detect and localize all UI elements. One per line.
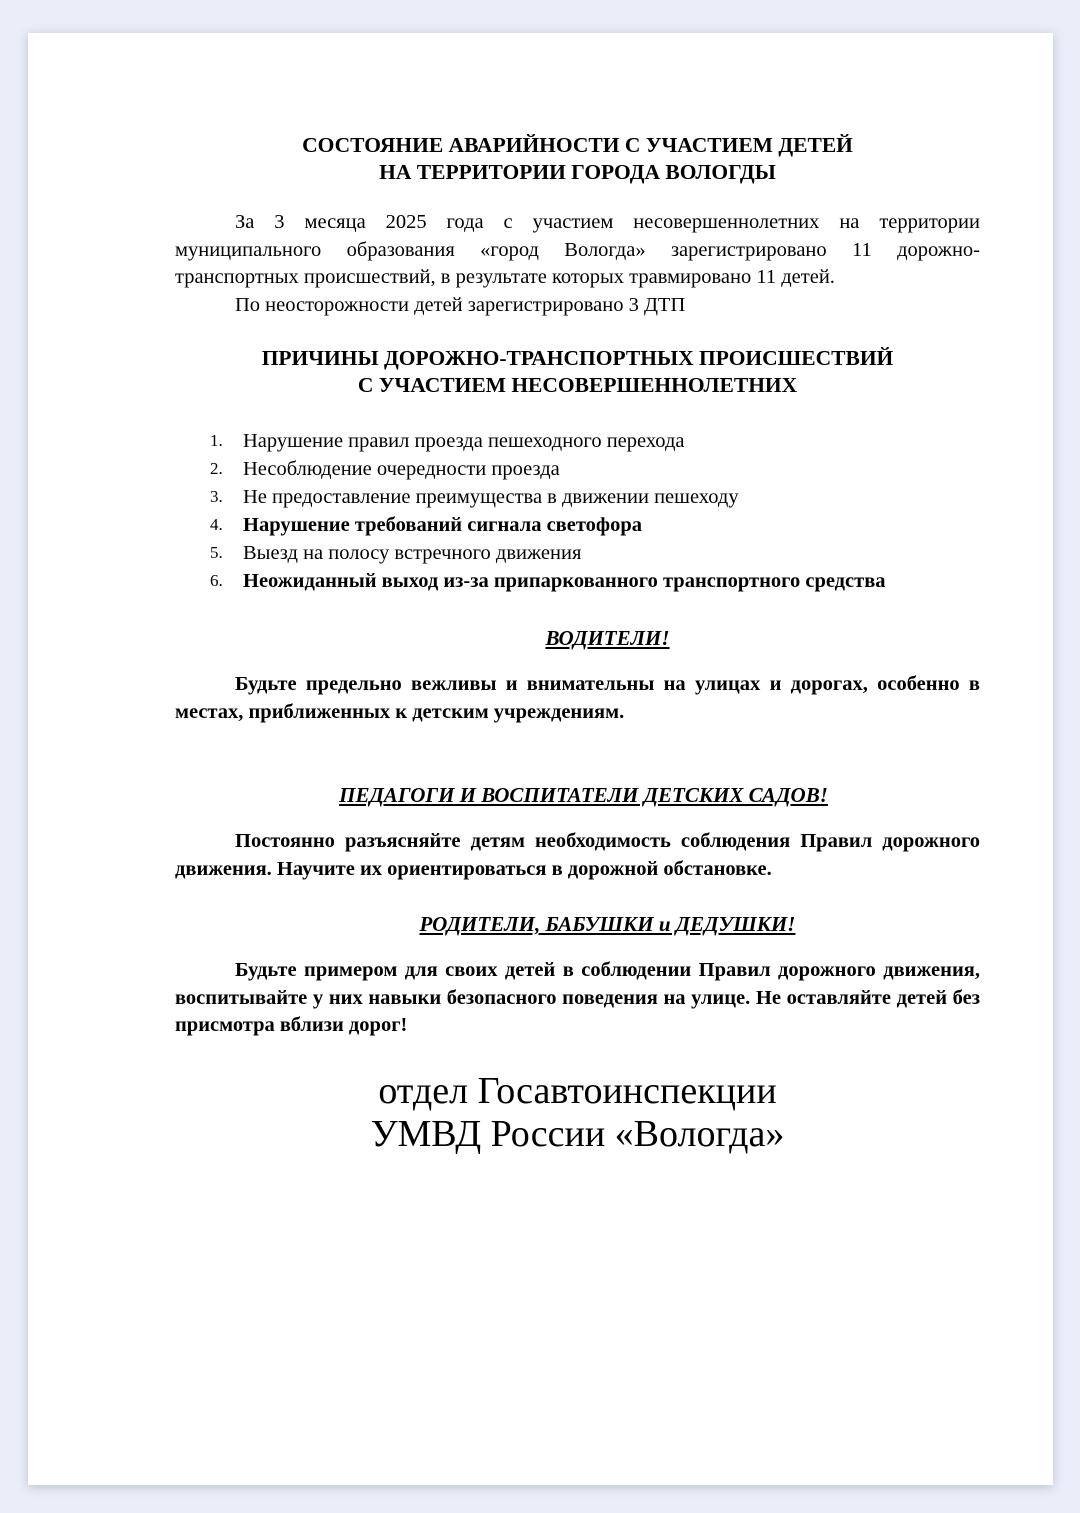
cause-item xyxy=(175,567,980,595)
intro-careless-paragraph: По неосторожности детей зарегистрировано 3 ДТП xyxy=(235,293,686,316)
cause-number: 6. xyxy=(210,571,223,590)
cause-number: 3. xyxy=(210,487,223,506)
teachers-appeal-text: Постоянно разъясняйте детям необходимость соблюдения Правил дорожного движения. Научите их ориентироваться в дорожной обстановке. xyxy=(175,830,980,880)
signature-line-1: отдел Госавтоинспекции xyxy=(378,1069,777,1112)
cause-text: Неожиданный выход из-за припаркованного транспортного средства xyxy=(243,570,886,592)
teachers-appeal-heading: ПЕДАГОГИ И ВОСПИТАТЕЛИ ДЕТСКИХ САДОВ! xyxy=(339,783,828,807)
document-content xyxy=(175,132,980,1156)
document-title-line-2: НА ТЕРРИТОРИИ ГОРОДА ВОЛОГДЫ xyxy=(379,160,776,184)
cause-item xyxy=(175,511,980,539)
causes-title xyxy=(175,345,980,399)
drivers-appeal-heading: ВОДИТЕЛИ! xyxy=(545,626,670,650)
cause-item xyxy=(175,455,980,483)
causes-list xyxy=(175,427,980,595)
cause-number: 5. xyxy=(210,543,223,562)
causes-title-line-2: С УЧАСТИЕМ НЕСОВЕРШЕННОЛЕТНИХ xyxy=(357,373,798,397)
cause-number: 1. xyxy=(210,431,223,450)
cause-item xyxy=(175,427,980,455)
parents-appeal-heading: РОДИТЕЛИ, БАБУШКИ и ДЕДУШКИ! xyxy=(419,912,796,936)
cause-item xyxy=(175,539,980,567)
parents-appeal-text: Будьте примером для своих детей в соблюдении Правил дорожного движения, воспитывайте у них навыки безопасного поведения на улице. Не оставляйте детей без присмотра вблизи дорог! xyxy=(175,959,980,1036)
cause-text: Выезд на полосу встречного движения xyxy=(243,542,582,564)
document-page xyxy=(28,33,1053,1485)
cause-text: Не предоставление преимущества в движении пешеходу xyxy=(243,486,739,508)
drivers-appeal-text: Будьте предельно вежливы и внимательны на улицах и дорогах, особенно в местах, приближенных к детским учреждениям. xyxy=(175,673,980,723)
intro-paragraph: За 3 месяца 2025 года с участием несовершеннолетних на территории муниципального образования «город Вологда» зарегистрировано 11 дорожно-транспортных происшествий, в результате которых травмировано 11 детей. xyxy=(175,211,980,288)
signature-line-2: УМВД России «Вологда» xyxy=(370,1112,785,1155)
signature xyxy=(175,1070,980,1156)
document-title-line-1: СОСТОЯНИЕ АВАРИЙНОСТИ С УЧАСТИЕМ ДЕТЕЙ xyxy=(302,133,853,157)
cause-text: Нарушение правил проезда пешеходного перехода xyxy=(243,430,685,452)
cause-item xyxy=(175,483,980,511)
cause-text: Несоблюдение очередности проезда xyxy=(243,458,560,480)
cause-text: Нарушение требований сигнала светофора xyxy=(243,514,642,536)
cause-number: 2. xyxy=(210,459,223,478)
causes-title-line-1: ПРИЧИНЫ ДОРОЖНО-ТРАНСПОРТНЫХ ПРОИСШЕСТВИЙ xyxy=(261,346,894,370)
cause-number: 4. xyxy=(210,515,223,534)
document-title xyxy=(175,132,980,186)
